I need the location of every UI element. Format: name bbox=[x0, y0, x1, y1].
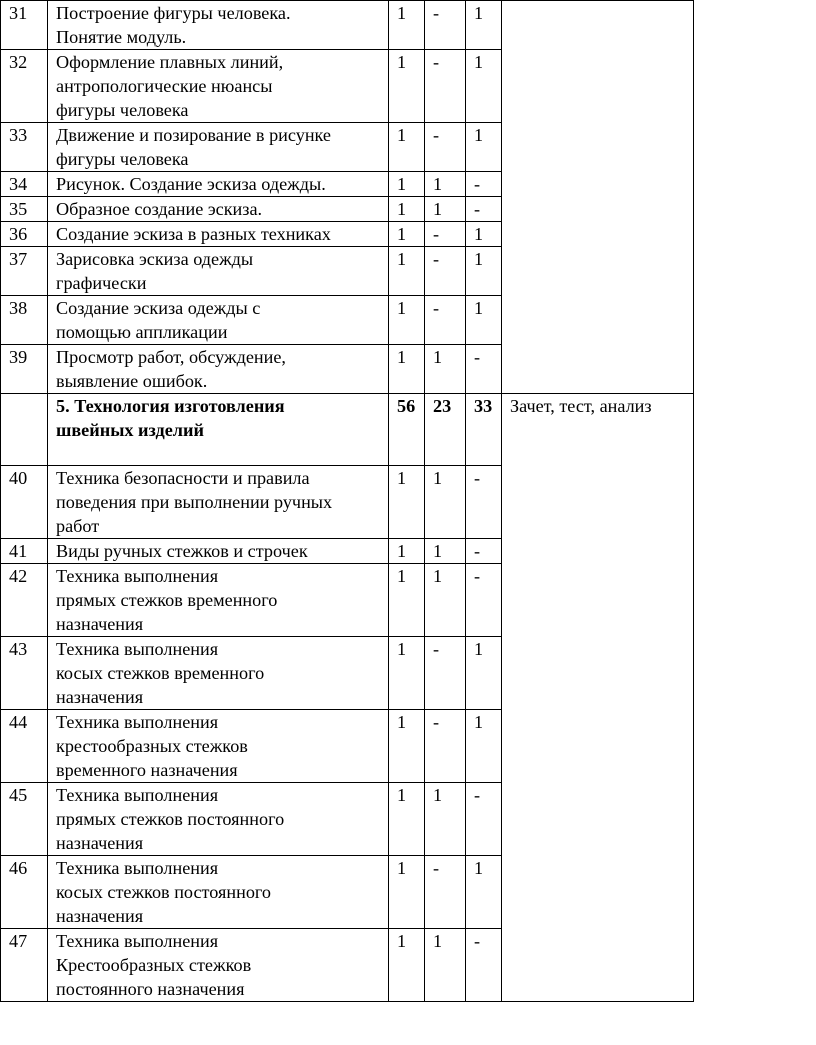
hours-c3-cell: 1 bbox=[466, 710, 502, 783]
topic-line: Оформление плавных линий, bbox=[56, 52, 284, 72]
hours-c1-cell: 1 bbox=[389, 345, 425, 394]
topic-cell bbox=[48, 50, 389, 123]
topic-line: Крестообразных стежков bbox=[56, 955, 252, 975]
hours-c1-cell: 1 bbox=[389, 564, 425, 637]
topic-line: Техника выполнения bbox=[56, 858, 219, 878]
topic-line: работ bbox=[56, 516, 100, 536]
table-section-row bbox=[1, 394, 694, 466]
row-number-cell: 47 bbox=[1, 929, 48, 1002]
row-number-cell: 43 bbox=[1, 637, 48, 710]
hours-c3-cell: - bbox=[466, 172, 502, 197]
hours-c2-cell: 23 bbox=[425, 394, 466, 466]
topic-cell bbox=[48, 222, 389, 247]
hours-c1-cell: 1 bbox=[389, 856, 425, 929]
topic-line: Создание эскиза в разных техниках bbox=[56, 224, 331, 244]
topic-line: фигуры человека bbox=[56, 149, 189, 169]
hours-c2-cell: 1 bbox=[425, 564, 466, 637]
row-number-cell: 38 bbox=[1, 296, 48, 345]
assessment-cell: Зачет, тест, анализ bbox=[502, 394, 694, 1002]
hours-c2-cell: - bbox=[425, 123, 466, 172]
hours-c2-cell: 1 bbox=[425, 197, 466, 222]
row-number-cell: 32 bbox=[1, 50, 48, 123]
hours-c3-cell: 1 bbox=[466, 123, 502, 172]
hours-c2-cell: - bbox=[425, 637, 466, 710]
topic-line: фигуры человека bbox=[56, 100, 189, 120]
table-row bbox=[1, 1, 694, 50]
topic-line: постоянного назначения bbox=[56, 979, 245, 999]
topic-cell bbox=[48, 247, 389, 296]
hours-c1-cell: 1 bbox=[389, 247, 425, 296]
hours-c1-cell: 1 bbox=[389, 637, 425, 710]
section-title-cell bbox=[48, 394, 389, 466]
topic-line: назначения bbox=[56, 833, 144, 853]
topic-cell bbox=[48, 856, 389, 929]
hours-c3-cell: 33 bbox=[466, 394, 502, 466]
row-number-cell: 42 bbox=[1, 564, 48, 637]
row-number-cell: 33 bbox=[1, 123, 48, 172]
hours-c3-cell: 1 bbox=[466, 222, 502, 247]
topic-line: назначения bbox=[56, 687, 144, 707]
topic-line: поведения при выполнении ручных bbox=[56, 492, 333, 512]
topic-line: швейных изделий bbox=[56, 420, 204, 440]
hours-c3-cell: 1 bbox=[466, 637, 502, 710]
row-number-cell: 40 bbox=[1, 466, 48, 539]
hours-c2-cell: - bbox=[425, 1, 466, 50]
hours-c1-cell: 1 bbox=[389, 50, 425, 123]
topic-line: назначения bbox=[56, 906, 144, 926]
hours-c1-cell: 1 bbox=[389, 296, 425, 345]
hours-c3-cell: - bbox=[466, 564, 502, 637]
hours-c2-cell: 1 bbox=[425, 929, 466, 1002]
hours-c1-cell: 1 bbox=[389, 929, 425, 1002]
topic-line: 5. Технология изготовления bbox=[56, 396, 285, 416]
topic-cell bbox=[48, 783, 389, 856]
topic-line: Техника выполнения bbox=[56, 931, 219, 951]
topic-line: Построение фигуры человека. bbox=[56, 3, 291, 23]
hours-c1-cell: 1 bbox=[389, 710, 425, 783]
hours-c3-cell: - bbox=[466, 197, 502, 222]
topic-line: Образное создание эскиза. bbox=[56, 199, 263, 219]
topic-line: Движение и позирование в рисунке bbox=[56, 125, 332, 145]
row-number-cell: 37 bbox=[1, 247, 48, 296]
topic-line: выявление ошибок. bbox=[56, 371, 208, 391]
topic-line: крестообразных стежков bbox=[56, 736, 248, 756]
topic-cell bbox=[48, 929, 389, 1002]
row-number-cell: 45 bbox=[1, 783, 48, 856]
assessment-cell bbox=[502, 1, 694, 394]
row-number-cell: 31 bbox=[1, 1, 48, 50]
topic-line: временного назначения bbox=[56, 760, 238, 780]
hours-c2-cell: 1 bbox=[425, 345, 466, 394]
hours-c3-cell: - bbox=[466, 539, 502, 564]
hours-c2-cell: - bbox=[425, 856, 466, 929]
topic-line: Техника выполнения bbox=[56, 785, 219, 805]
hours-c3-cell: 1 bbox=[466, 296, 502, 345]
hours-c2-cell: - bbox=[425, 222, 466, 247]
hours-c3-cell: - bbox=[466, 466, 502, 539]
topic-line: Создание эскиза одежды с bbox=[56, 298, 261, 318]
topic-cell bbox=[48, 197, 389, 222]
hours-c3-cell: 1 bbox=[466, 1, 502, 50]
row-number-cell: 34 bbox=[1, 172, 48, 197]
hours-c2-cell: 1 bbox=[425, 466, 466, 539]
topic-cell bbox=[48, 345, 389, 394]
topic-line: Техника безопасности и правила bbox=[56, 468, 310, 488]
topic-line: Виды ручных стежков и строчек bbox=[56, 541, 308, 561]
hours-c3-cell: - bbox=[466, 929, 502, 1002]
hours-c3-cell: 1 bbox=[466, 50, 502, 123]
hours-c1-cell: 1 bbox=[389, 172, 425, 197]
topic-line: Техника выполнения bbox=[56, 566, 219, 586]
row-number-cell bbox=[1, 394, 48, 466]
topic-line: Просмотр работ, обсуждение, bbox=[56, 347, 286, 367]
hours-c1-cell: 1 bbox=[389, 1, 425, 50]
hours-c1-cell: 1 bbox=[389, 197, 425, 222]
topic-line: помощью аппликации bbox=[56, 322, 228, 342]
hours-c1-cell: 1 bbox=[389, 466, 425, 539]
topic-cell bbox=[48, 539, 389, 564]
row-number-cell: 39 bbox=[1, 345, 48, 394]
hours-c2-cell: - bbox=[425, 296, 466, 345]
hours-c3-cell: 1 bbox=[466, 247, 502, 296]
topic-cell bbox=[48, 172, 389, 197]
topic-line: косых стежков постоянного bbox=[56, 882, 272, 902]
hours-c2-cell: - bbox=[425, 50, 466, 123]
topic-cell bbox=[48, 123, 389, 172]
topic-line: Понятие модуль. bbox=[56, 27, 187, 47]
hours-c1-cell: 56 bbox=[389, 394, 425, 466]
hours-c3-cell: 1 bbox=[466, 856, 502, 929]
hours-c2-cell: 1 bbox=[425, 539, 466, 564]
row-number-cell: 35 bbox=[1, 197, 48, 222]
topic-line: Рисунок. Создание эскиза одежды. bbox=[56, 174, 326, 194]
topic-line: назначения bbox=[56, 614, 144, 634]
topic-line: косых стежков временного bbox=[56, 663, 265, 683]
curriculum-table-body bbox=[1, 1, 694, 1002]
hours-c2-cell: - bbox=[425, 247, 466, 296]
topic-cell bbox=[48, 710, 389, 783]
topic-line: прямых стежков временного bbox=[56, 590, 278, 610]
hours-c1-cell: 1 bbox=[389, 222, 425, 247]
topic-line: прямых стежков постоянного bbox=[56, 809, 285, 829]
hours-c2-cell: - bbox=[425, 710, 466, 783]
hours-c3-cell: - bbox=[466, 345, 502, 394]
topic-cell bbox=[48, 1, 389, 50]
topic-line: Техника выполнения bbox=[56, 639, 219, 659]
topic-cell bbox=[48, 466, 389, 539]
topic-line: Зарисовка эскиза одежды bbox=[56, 249, 254, 269]
hours-c1-cell: 1 bbox=[389, 539, 425, 564]
row-number-cell: 44 bbox=[1, 710, 48, 783]
hours-c1-cell: 1 bbox=[389, 123, 425, 172]
row-number-cell: 36 bbox=[1, 222, 48, 247]
topic-cell bbox=[48, 296, 389, 345]
hours-c3-cell: - bbox=[466, 783, 502, 856]
row-number-cell: 41 bbox=[1, 539, 48, 564]
hours-c2-cell: 1 bbox=[425, 172, 466, 197]
topic-cell bbox=[48, 564, 389, 637]
row-number-cell: 46 bbox=[1, 856, 48, 929]
topic-line: Техника выполнения bbox=[56, 712, 219, 732]
topic-line: антропологические нюансы bbox=[56, 76, 273, 96]
hours-c2-cell: 1 bbox=[425, 783, 466, 856]
topic-cell bbox=[48, 637, 389, 710]
topic-line: графически bbox=[56, 273, 147, 293]
hours-c1-cell: 1 bbox=[389, 783, 425, 856]
